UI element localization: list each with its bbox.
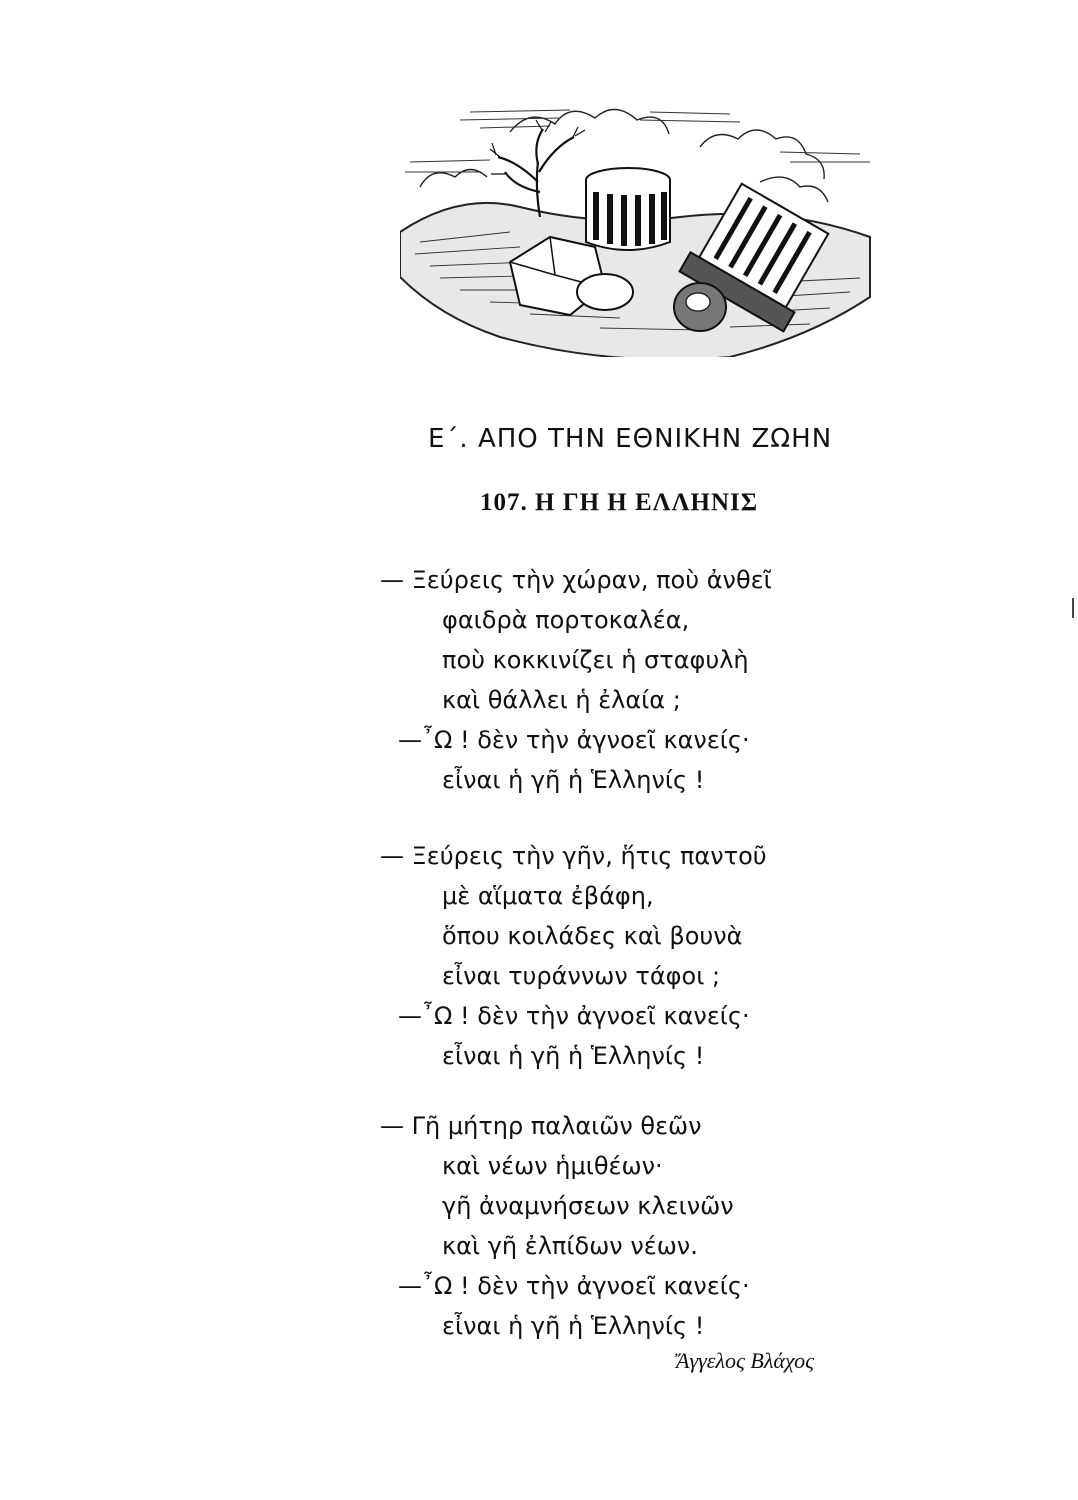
poem-line: καὶ θάλλει ἡ ἐλαία ; — [442, 686, 681, 714]
author-name: Ἄγγελος Βλάχος — [676, 1348, 815, 1373]
poem-line: —῏Ω ! δὲν τὴν ἀγνοεῖ κανείς· — [398, 1272, 750, 1300]
poem-line: — Γῆ μήτηρ παλαιῶν θεῶν — [380, 1112, 702, 1140]
stanza-1 — [380, 560, 900, 800]
ancient-ruins-landscape-icon — [400, 92, 878, 357]
poem-line: εἶναι τυράννων τάφοι ; — [442, 962, 721, 990]
poem-line: — Ξεύρεις τὴν γῆν, ἥτις παντοῦ — [380, 842, 767, 870]
poem-line: μὲ αἵματα ἐβάφη, — [442, 882, 654, 910]
poem-line: —῏Ω ! δὲν τὴν ἀγνοεῖ κανείς· — [398, 1002, 750, 1030]
poem-line: εἶναι ἡ γῆ ἡ Ἑλληνίς ! — [442, 1312, 705, 1340]
poem-line: φαιδρὰ πορτοκαλέα, — [442, 606, 690, 634]
poem-line: —῏Ω ! δὲν τὴν ἀγνοεῖ κανείς· — [398, 726, 750, 754]
stanza-3 — [380, 1106, 900, 1346]
poem-line: εἶναι ἡ γῆ ἡ Ἑλληνίς ! — [442, 766, 705, 794]
poem-line: ποὺ κοκκινίζει ἡ σταφυλὴ — [442, 646, 749, 674]
poem-line: εἶναι ἡ γῆ ἡ Ἑλληνίς ! — [442, 1042, 705, 1070]
poem-title: 107. Η ΓΗ Η ΕΛΛΗΝΙΣ — [480, 489, 759, 516]
poem-line: καὶ νέων ἡμιθέων· — [442, 1152, 663, 1180]
page-edge-mark — [1072, 598, 1074, 618]
poem-line: — Ξεύρεις τὴν χώραν, ποὺ ἀνθεῖ — [380, 566, 772, 594]
poem-line: ὅπου κοιλάδες καὶ βουνὰ — [442, 922, 743, 950]
chapter-heading: Ε΄. ΑΠΟ ΤΗΝ ΕΘΝΙΚΗΝ ΖΩΗΝ — [428, 424, 833, 454]
poem-line: γῆ ἀναμνήσεων κλεινῶν — [442, 1192, 734, 1220]
poem-line: καὶ γῆ ἐλπίδων νέων. — [442, 1232, 698, 1260]
stanza-2 — [380, 836, 900, 1076]
